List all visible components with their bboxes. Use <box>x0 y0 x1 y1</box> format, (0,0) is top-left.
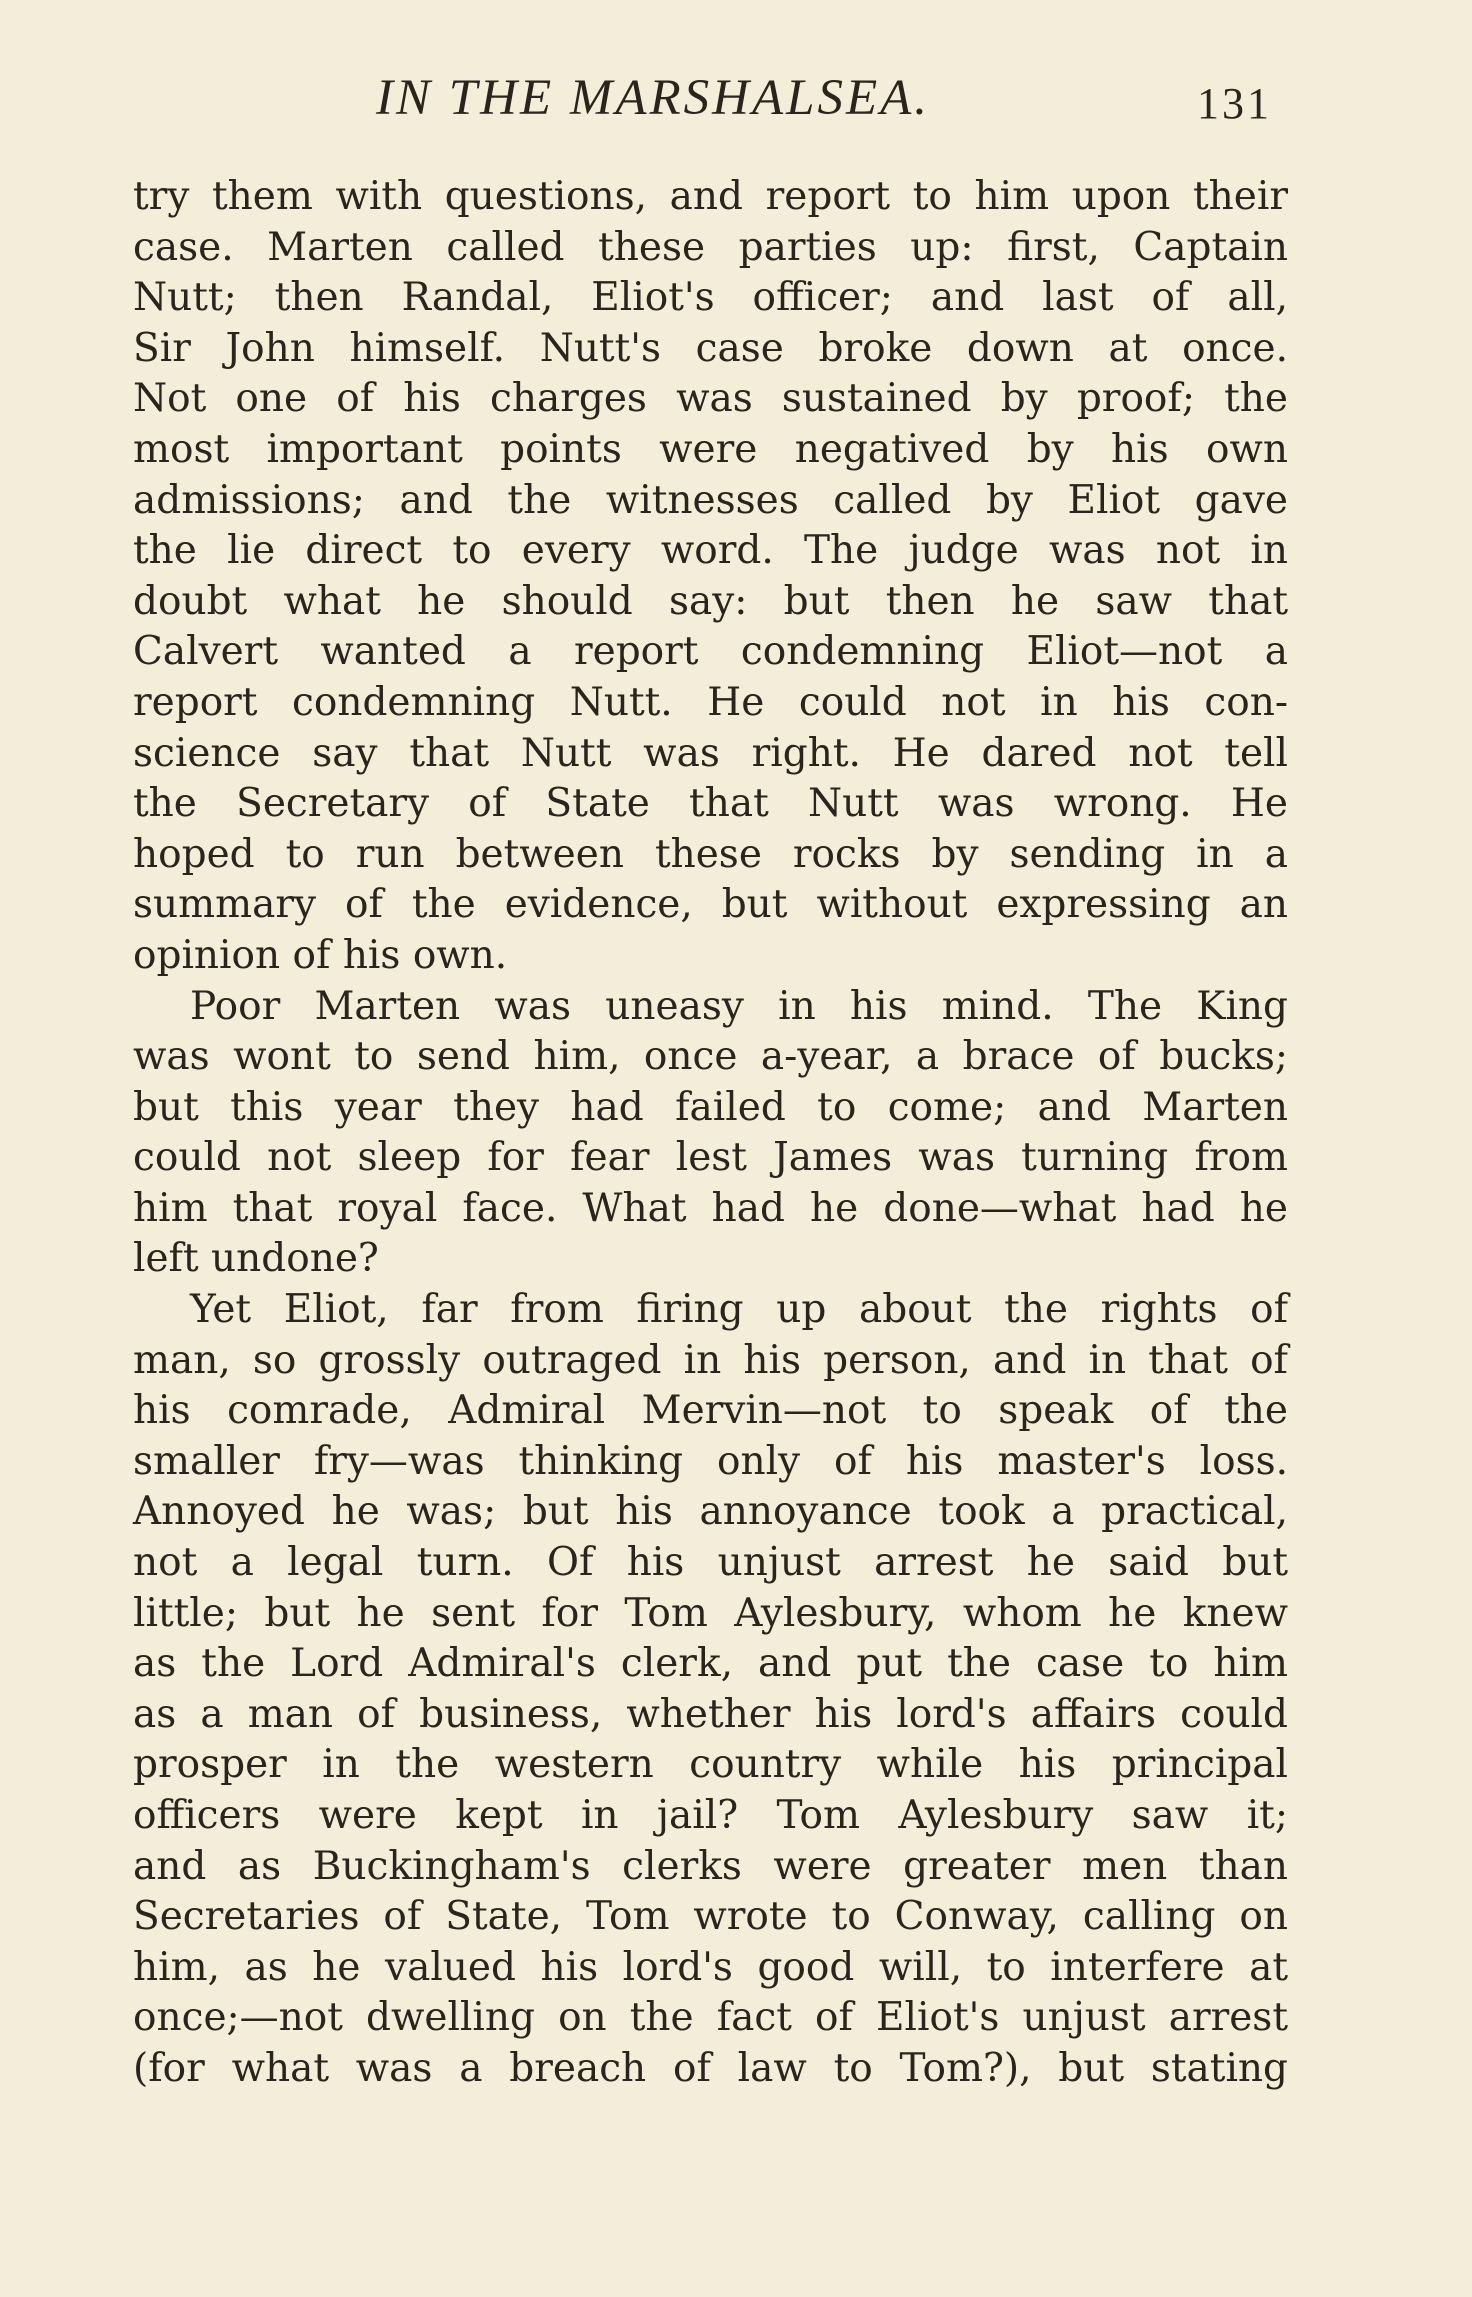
text-line: science say that Nutt was right. He dared not tell <box>133 730 1288 776</box>
text-line: and as Buckingham's clerks were greater men than <box>133 1843 1288 1889</box>
text-line: most important points were negatived by his own <box>133 426 1288 472</box>
text-line: little; but he sent for Tom Aylesbury, whom he knew <box>133 1590 1288 1636</box>
text-line: left undone? <box>133 1236 379 1282</box>
text-line: Not one of his charges was sustained by proof; the <box>133 376 1288 422</box>
text-line: smaller fry—was thinking only of his master's loss. <box>133 1438 1288 1484</box>
text-line: the Secretary of State that Nutt was wrong. He <box>133 781 1288 827</box>
text-line: Nutt; then Randal, Eliot's officer; and last of all, <box>133 275 1288 321</box>
text-line: summary of the evidence, but without expressing an <box>133 882 1288 928</box>
text-line: his comrade, Admiral Mervin—not to speak of the <box>133 1388 1288 1434</box>
running-head <box>0 68 1472 128</box>
text-line: admissions; and the witnesses called by Eliot gave <box>133 477 1288 523</box>
text-line: as a man of business, whether his lord's affairs could <box>133 1691 1288 1737</box>
text-line: opinion of his own. <box>133 932 508 978</box>
text-line: prosper in the western country while his principal <box>133 1742 1288 1788</box>
text-line: not a legal turn. Of his unjust arrest he said but <box>133 1540 1288 1586</box>
text-line: case. Marten called these parties up: first, Captain <box>133 224 1288 270</box>
text-line: Poor Marten was uneasy in his mind. The King <box>190 983 1288 1029</box>
text-line: Secretaries of State, Tom wrote to Conway, calling on <box>133 1894 1288 1940</box>
text-line: try them with questions, and report to him upon their <box>133 174 1288 219</box>
text-line: him that royal face. What had he done—what had he <box>133 1185 1288 1231</box>
text-line: hoped to run between these rocks by sending in a <box>133 831 1288 877</box>
text-line: was wont to send him, once a-year, a brace of bucks; <box>133 1034 1288 1080</box>
text-line: as the Lord Admiral's clerk, and put the case to him <box>133 1641 1288 1687</box>
text-line: Calvert wanted a report condemning Eliot—not a <box>133 629 1288 675</box>
text-line: the lie direct to every word. The judge was not in <box>133 528 1288 574</box>
text-line: could not sleep for fear lest James was turning from <box>133 1135 1288 1181</box>
text-line: man, so grossly outraged in his person, and in that of <box>133 1337 1288 1383</box>
page-number: 131 <box>1197 79 1272 128</box>
text-line: once;—not dwelling on the fact of Eliot's unjust arrest <box>133 1995 1288 2041</box>
text-line: doubt what he should say: but then he saw that <box>133 578 1288 624</box>
text-line: officers were kept in jail? Tom Aylesbury saw it; <box>133 1793 1288 1838</box>
text-line: Sir John himself. Nutt's case broke down at once. <box>133 325 1288 371</box>
text-line: him, as he valued his lord's good will, to interfere at <box>133 1944 1288 1990</box>
running-title: IN THE MARSHALSEA. <box>376 70 931 126</box>
text-line: report condemning Nutt. He could not in his con- <box>133 679 1288 725</box>
body-text <box>133 172 1288 2095</box>
text-line: Yet Eliot, far from firing up about the rights of <box>190 1287 1288 1333</box>
text-line: Annoyed he was; but his annoyance took a practical, <box>133 1489 1288 1535</box>
text-line: (for what was a breach of law to Tom?), but stating <box>133 2045 1288 2091</box>
text-line: but this year they had failed to come; and Marten <box>133 1084 1288 1130</box>
